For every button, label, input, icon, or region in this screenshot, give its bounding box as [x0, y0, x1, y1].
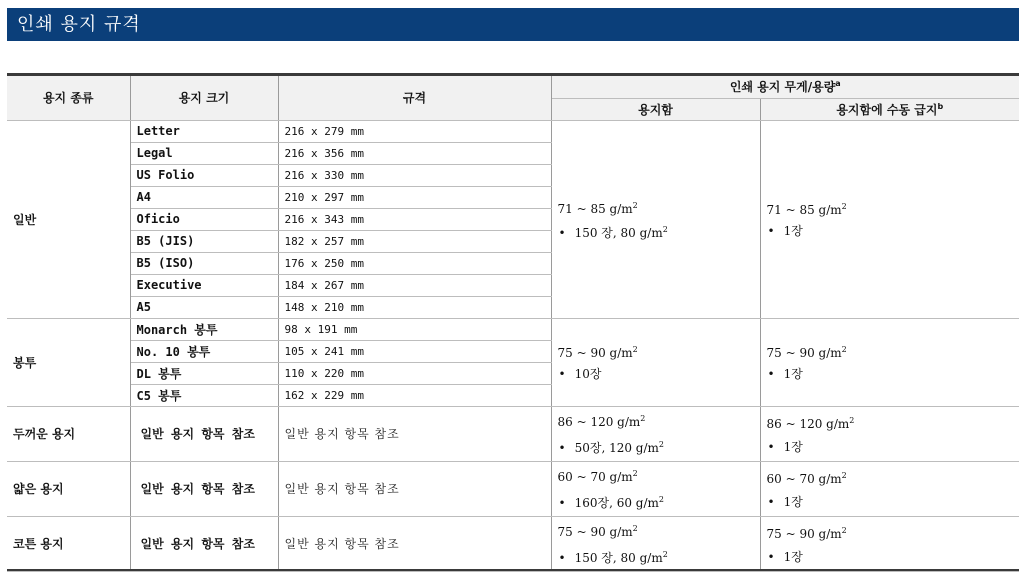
- type-plain: 일반: [7, 120, 130, 318]
- header-manual-feed: [760, 98, 1019, 120]
- spec-cell: 210 x 297 mm: [278, 186, 551, 208]
- thick-tray-capacity: [551, 406, 760, 461]
- unit-sup: 2: [841, 202, 847, 211]
- size-cell: No. 10 봉투: [130, 340, 278, 362]
- unit-sup: 2: [658, 440, 664, 449]
- size-cell: Executive: [130, 274, 278, 296]
- thick-tray-weight: [558, 410, 754, 428]
- unit-sup: 2: [841, 345, 847, 354]
- header-capacity-sup: a: [835, 79, 841, 89]
- size-cell: Legal: [130, 142, 278, 164]
- plain-tray-capacity: [551, 120, 760, 318]
- envelope-tray-weight-text: 75 ~ 90 g/m: [557, 346, 633, 360]
- plain-manual-weight: [767, 198, 1014, 216]
- spec-cell: 일반 용지 항목 참조: [278, 406, 551, 461]
- header-spec: 규격: [278, 76, 551, 120]
- paper-spec-table: [7, 76, 1019, 572]
- thick-tray-weight-text: 86 ~ 120 g/m: [557, 415, 641, 429]
- header-paper-type: 용지 종류: [7, 76, 130, 120]
- spec-cell: 일반 용지 항목 참조: [278, 516, 551, 571]
- page-title: 인쇄 용지 규격: [7, 8, 1019, 41]
- spec-cell: 216 x 343 mm: [278, 208, 551, 230]
- size-cell: US Folio: [130, 164, 278, 186]
- size-cell: C5 봉투: [130, 384, 278, 406]
- header-capacity-label: 인쇄 용지 무게/용량: [729, 80, 836, 95]
- unit-sup: 2: [662, 224, 668, 234]
- thick-manual-weight-text: 86 ~ 120 g/m: [766, 416, 850, 431]
- unit-sup: 2: [662, 550, 668, 559]
- unit-sup: 2: [658, 495, 664, 504]
- type-envelope: 봉투: [7, 318, 130, 406]
- type-thick: 두꺼운 용지: [7, 406, 130, 461]
- header-paper-size: 용지 크기: [130, 76, 278, 120]
- spec-cell: 216 x 356 mm: [278, 142, 551, 164]
- unit-sup: 2: [849, 415, 855, 425]
- cotton-manual-weight-text: 75 ~ 90 g/m: [766, 526, 842, 541]
- thick-manual-weight: [767, 412, 1014, 430]
- unit-sup: 2: [632, 524, 638, 533]
- spec-cell: 110 x 220 mm: [278, 362, 551, 384]
- size-cell: Oficio: [130, 208, 278, 230]
- cotton-tray-count: [558, 546, 754, 567]
- spec-cell: 184 x 267 mm: [278, 274, 551, 296]
- envelope-tray-count: • 10장: [558, 365, 754, 383]
- envelope-manual-count: • 1장: [767, 365, 1014, 383]
- size-cell: A4: [130, 186, 278, 208]
- thin-tray-weight: [558, 465, 754, 483]
- size-cell: 일반 용지 항목 참조: [130, 516, 278, 571]
- cotton-manual-weight: [767, 522, 1014, 540]
- cotton-tray-weight: [558, 520, 754, 538]
- thin-tray-count-text: 160장, 60 g/m: [574, 496, 659, 510]
- plain-tray-weight: [558, 197, 754, 215]
- thick-tray-count: [558, 436, 754, 457]
- cotton-manual-capacity: [760, 516, 1019, 571]
- envelope-tray-weight: [558, 341, 754, 359]
- envelope-manual-weight: [767, 341, 1014, 359]
- thin-manual-capacity: [760, 461, 1019, 516]
- cotton-tray-count-text: 150 장, 80 g/m: [574, 551, 663, 565]
- size-cell: 일반 용지 항목 참조: [130, 406, 278, 461]
- unit-sup: 2: [632, 345, 638, 354]
- type-thin: 얇은 용지: [7, 461, 130, 516]
- thin-manual-weight-text: 60 ~ 70 g/m: [766, 471, 842, 486]
- envelope-manual-capacity: [760, 318, 1019, 406]
- spec-cell: 98 x 191 mm: [278, 318, 551, 340]
- size-cell: B5 (JIS): [130, 230, 278, 252]
- spec-cell: 176 x 250 mm: [278, 252, 551, 274]
- thick-manual-count: • 1장: [767, 438, 1014, 456]
- size-cell: DL 봉투: [130, 362, 278, 384]
- size-cell: B5 (ISO): [130, 252, 278, 274]
- envelope-tray-capacity: [551, 318, 760, 406]
- header-manual-label: 용지함에 수동 급지: [836, 102, 938, 117]
- size-cell: Letter: [130, 120, 278, 142]
- unit-sup: 2: [841, 525, 847, 535]
- spec-cell: 105 x 241 mm: [278, 340, 551, 362]
- size-cell: 일반 용지 항목 참조: [130, 461, 278, 516]
- cotton-tray-capacity: [551, 516, 760, 571]
- spec-cell: 162 x 229 mm: [278, 384, 551, 406]
- spec-cell: 216 x 279 mm: [278, 120, 551, 142]
- envelope-manual-weight-text: 75 ~ 90 g/m: [766, 346, 842, 360]
- spec-cell: 일반 용지 항목 참조: [278, 461, 551, 516]
- thin-manual-weight: [767, 467, 1014, 485]
- plain-manual-weight-text: 71 ~ 85 g/m: [766, 203, 842, 217]
- cotton-tray-weight-text: 75 ~ 90 g/m: [557, 525, 633, 539]
- plain-manual-count: • 1장: [767, 222, 1014, 240]
- header-tray: 용지함: [551, 98, 760, 120]
- thin-tray-count: [558, 491, 754, 512]
- spec-cell: 148 x 210 mm: [278, 296, 551, 318]
- thin-manual-count: • 1장: [767, 493, 1014, 511]
- thin-tray-weight-text: 60 ~ 70 g/m: [557, 470, 633, 484]
- unit-sup: 2: [841, 470, 847, 480]
- spec-cell: 182 x 257 mm: [278, 230, 551, 252]
- cotton-manual-count: • 1장: [767, 548, 1014, 566]
- header-capacity: [551, 76, 1019, 98]
- size-cell: Monarch 봉투: [130, 318, 278, 340]
- type-cotton: 코튼 용지: [7, 516, 130, 571]
- plain-manual-capacity: [760, 120, 1019, 318]
- unit-sup: 2: [632, 469, 638, 478]
- plain-tray-count: [558, 221, 754, 242]
- unit-sup: 2: [640, 414, 646, 423]
- plain-tray-count-text: 150 장, 80 g/m: [574, 225, 663, 240]
- unit-sup: 2: [632, 200, 638, 210]
- header-manual-sup: b: [937, 101, 944, 111]
- plain-tray-weight-text: 71 ~ 85 g/m: [557, 201, 633, 216]
- spec-cell: 216 x 330 mm: [278, 164, 551, 186]
- size-cell: A5: [130, 296, 278, 318]
- thick-manual-capacity: [760, 406, 1019, 461]
- thin-tray-capacity: [551, 461, 760, 516]
- thick-tray-count-text: 50장, 120 g/m: [574, 441, 659, 455]
- table-bottom-rule: [7, 569, 1019, 571]
